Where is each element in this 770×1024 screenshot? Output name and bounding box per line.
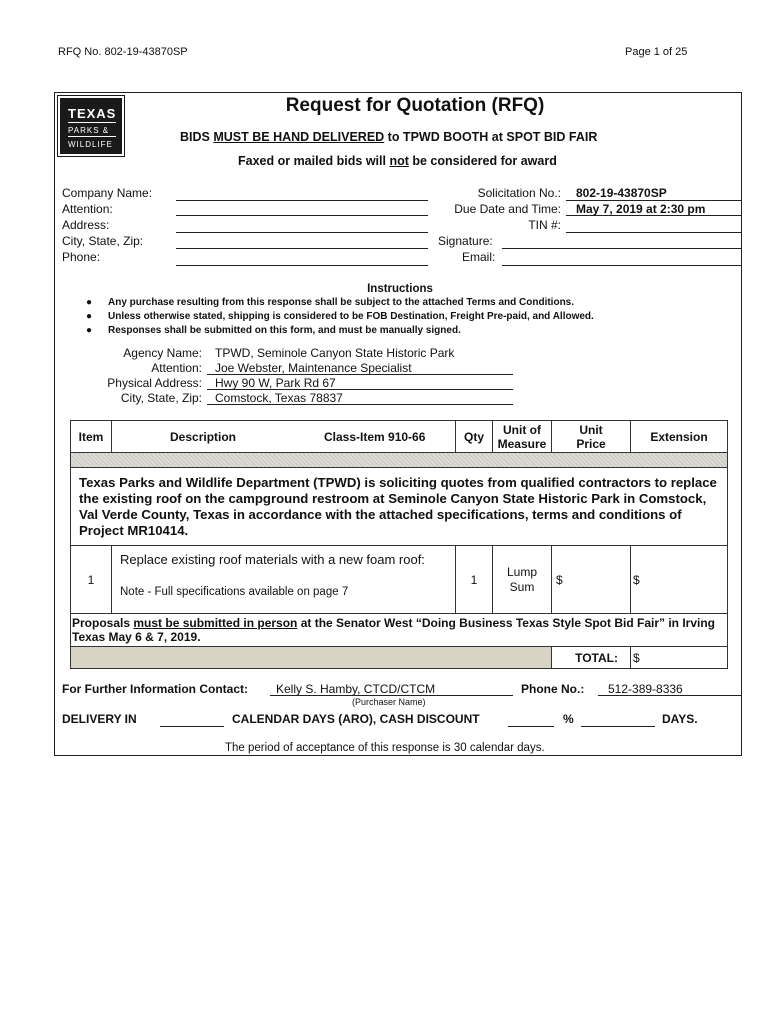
signature-field[interactable]: [502, 248, 742, 249]
signature-label: Signature:: [438, 234, 493, 248]
instructions-heading: Instructions: [367, 283, 433, 295]
cash-discount-field[interactable]: [508, 726, 554, 727]
col-item: Item: [71, 421, 112, 453]
hand-delivered-notice: BIDS MUST BE HAND DELIVERED to TPWD BOOTH at SPOT BID FAIR: [180, 130, 598, 144]
instruction-bullet-3: Responses shall be submitted on this form, and must be manually signed.: [108, 325, 461, 336]
instruction-bullet-1: Any purchase resulting from this response shall be subject to the attached Terms and Conditions.: [108, 297, 575, 308]
purchaser-name: Kelly S. Hamby, CTCD/CTCM: [276, 682, 436, 696]
email-label: Email:: [462, 250, 496, 264]
total-row: [71, 647, 728, 669]
agency-city-value: Comstock, Texas 78837: [215, 391, 343, 405]
table-header-row: [71, 421, 728, 453]
due-date-value: May 7, 2019 at 2:30 pm: [576, 202, 706, 216]
company-name-label: Company Name:: [62, 186, 153, 200]
email-field[interactable]: [502, 265, 742, 266]
agency-attention-value: Joe Webster, Maintenance Specialist: [215, 361, 412, 375]
logo-line-2: PARKS &: [68, 126, 110, 135]
agency-name-label: Agency Name:: [123, 346, 202, 360]
total-label: TOTAL:: [552, 647, 631, 669]
bullet-icon: ●: [86, 297, 93, 308]
col-unit-measure: Unit of Measure: [493, 421, 552, 453]
address-field[interactable]: [176, 232, 428, 233]
city-state-zip-field[interactable]: [176, 248, 428, 249]
city-state-zip-label: City, State, Zip:: [62, 234, 144, 248]
row-description-text: Replace existing roof materials with a new foam roof:: [120, 552, 425, 567]
description-header: Description: [170, 430, 237, 444]
phone-no-value: 512-389-8336: [608, 682, 683, 696]
shaded-separator-row: [71, 453, 728, 468]
calendar-days-label: CALENDAR DAYS (ARO), CASH DISCOUNT: [232, 712, 480, 726]
rfq-number: RFQ No. 802-19-43870SP: [58, 46, 188, 58]
agency-attention-label: Attention:: [151, 361, 202, 375]
table-row: [71, 546, 728, 614]
purchaser-caption: (Purchaser Name): [352, 697, 426, 707]
items-table: [70, 420, 728, 669]
col-unit-price: Unit Price: [552, 421, 631, 453]
class-item-header: Class-Item 910-66: [324, 430, 426, 444]
percent-label: %: [563, 712, 574, 726]
delivery-in-label: DELIVERY IN: [62, 712, 137, 726]
solicitation-no-label: Solicitation No.:: [477, 186, 561, 200]
phone-label: Phone:: [62, 250, 101, 264]
solicitation-no-value: 802-19-43870SP: [576, 186, 667, 200]
bullet-icon: ●: [86, 311, 93, 322]
page-title: Request for Quotation (RFQ): [285, 95, 545, 116]
row-description: [112, 546, 456, 614]
solicitation-description: Texas Parks and Wildlife Department (TPWD) is soliciting quotes from qualified contractors to replace the existing roof on the campground restroom at Seminole Canyon State Historic Park in Comstock, Val Verde County, Texas in accordance with the attached specifications, terms and conditions of Project MR10414.: [71, 468, 728, 546]
discount-days-field[interactable]: [581, 726, 655, 727]
attention-field[interactable]: [176, 215, 428, 216]
company-name-field[interactable]: [176, 200, 428, 201]
days-label: DAYS.: [662, 712, 698, 726]
contact-label: For Further Information Contact:: [62, 682, 248, 696]
agency-name-value: TPWD, Seminole Canyon State Historic Park: [215, 346, 455, 360]
row-item: 1: [71, 546, 112, 614]
row-unit: Lump Sum: [493, 546, 552, 614]
row-extension[interactable]: $: [631, 546, 728, 614]
delivery-days-field[interactable]: [160, 726, 224, 727]
phone-no-label: Phone No.:: [521, 682, 585, 696]
tin-field[interactable]: [566, 232, 742, 233]
address-label: Address:: [62, 218, 110, 232]
row-unit-price[interactable]: $: [552, 546, 631, 614]
physical-address-label: Physical Address:: [107, 376, 202, 390]
attention-label: Attention:: [62, 202, 113, 216]
col-extension: Extension: [631, 421, 728, 453]
faxed-notice: Faxed or mailed bids will not be considered for award: [238, 154, 557, 168]
agency-city-label: City, State, Zip:: [120, 391, 202, 405]
col-description: [112, 421, 456, 453]
tin-label: TIN #:: [528, 218, 561, 232]
logo-line-3: WILDLIFE: [68, 140, 113, 149]
intro-row: [71, 468, 728, 546]
proposals-notice: Proposals must be submitted in person at the Senator West “Doing Business Texas Style Spot Bid Fair” in Irving Texas May 6 & 7, 2019.: [71, 614, 728, 647]
phone-field[interactable]: [176, 265, 428, 266]
col-qty: Qty: [456, 421, 493, 453]
total-value[interactable]: $: [631, 647, 728, 669]
row-qty: 1: [456, 546, 493, 614]
proposals-row: [71, 614, 728, 647]
page-number: Page 1 of 25: [625, 46, 688, 58]
instruction-bullet-2: Unless otherwise stated, shipping is considered to be FOB Destination, Freight Pre-paid, and Allowed.: [108, 311, 594, 322]
physical-address-value: Hwy 90 W, Park Rd 67: [215, 376, 336, 390]
row-note: Note - Full specifications available on page 7: [120, 586, 349, 598]
logo-line-1: TEXAS: [68, 106, 117, 121]
bullet-icon: ●: [86, 325, 93, 336]
due-date-label: Due Date and Time:: [454, 202, 561, 216]
acceptance-period-note: The period of acceptance of this response is 30 calendar days.: [225, 742, 545, 754]
